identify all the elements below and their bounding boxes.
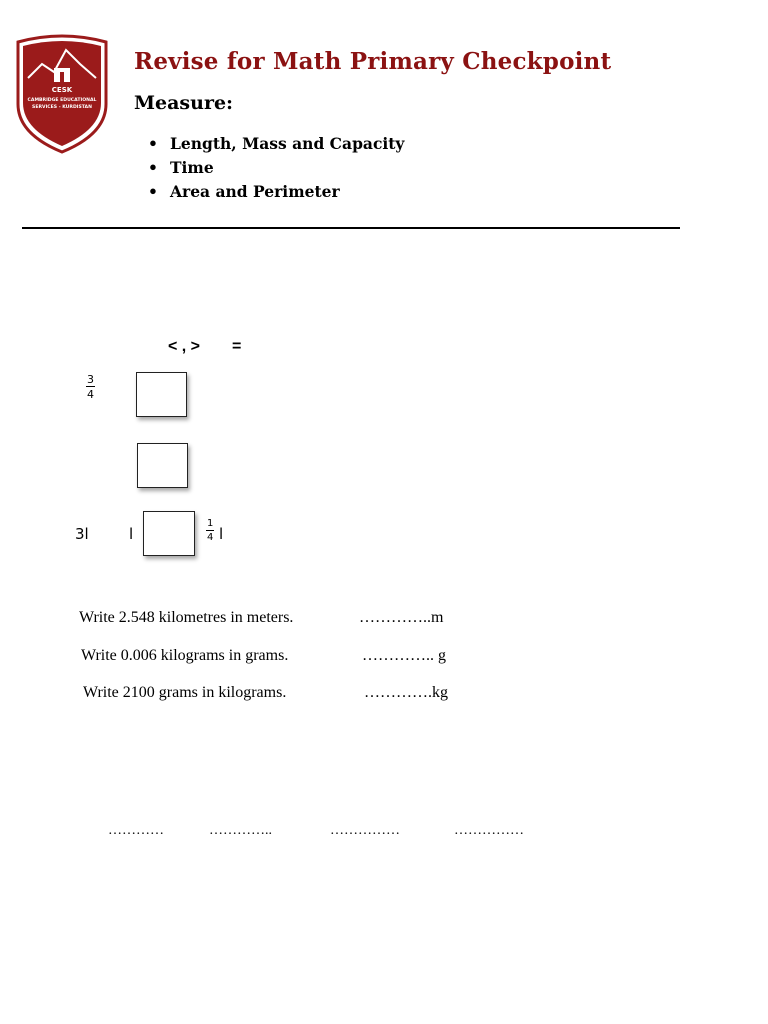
topic-item: [148, 132, 404, 156]
row3-unit: l: [129, 525, 134, 543]
cesk-logo: [14, 34, 110, 154]
conversion-answer-2[interactable]: ………….. g: [362, 647, 446, 664]
answer-box-1[interactable]: [136, 372, 187, 417]
horizontal-divider: [22, 227, 680, 229]
conversion-question-1: Write 2.548 kilometres in meters.: [79, 609, 294, 626]
bullet-icon: •: [148, 134, 158, 153]
blank-answer-4[interactable]: ……………: [454, 823, 524, 838]
topic-label: Length, Mass and Capacity: [170, 134, 405, 153]
blank-answer-2[interactable]: …………..: [209, 823, 272, 838]
topic-item: [148, 180, 404, 204]
fraction-unit: l: [219, 525, 224, 543]
bullet-icon: •: [148, 182, 158, 201]
fraction-one-quarter: [206, 519, 214, 543]
conversion-answer-1[interactable]: …………..m: [359, 609, 444, 626]
bullet-icon: •: [148, 158, 158, 177]
shield-icon: [14, 34, 110, 154]
compare-equals: =: [232, 338, 242, 355]
fraction-denominator: 4: [207, 532, 214, 543]
fraction-denominator: 4: [87, 388, 94, 401]
row3-left-value: 3l: [75, 525, 89, 543]
page-title: Revise for Math Primary Checkpoint: [134, 48, 612, 75]
conversion-question-3: Write 2100 grams in kilograms.: [83, 684, 287, 701]
fraction-three-quarters: [86, 374, 95, 400]
topic-label: Time: [170, 158, 214, 177]
answer-box-3[interactable]: [143, 511, 195, 556]
blank-answer-1[interactable]: …………: [108, 823, 164, 838]
logo-long-text-1: CAMBRIDGE EDUCATIONAL: [27, 98, 97, 103]
logo-short-text: CESK: [51, 86, 73, 94]
fraction-numerator: 3: [87, 373, 94, 386]
section-subtitle: Measure:: [134, 92, 234, 114]
conversion-question-2: Write 0.006 kilograms in grams.: [81, 647, 289, 664]
compare-symbols: < , >: [168, 338, 201, 355]
blank-answer-3[interactable]: ……………: [330, 823, 400, 838]
topic-item: [148, 156, 404, 180]
topic-list: [148, 132, 404, 204]
topic-label: Area and Perimeter: [170, 182, 340, 201]
logo-long-text-2: SERVICES - KURDISTAN: [32, 105, 92, 110]
conversion-answer-3[interactable]: ………….kg: [364, 684, 448, 701]
answer-box-2[interactable]: [137, 443, 188, 488]
fraction-numerator: 1: [207, 518, 214, 529]
